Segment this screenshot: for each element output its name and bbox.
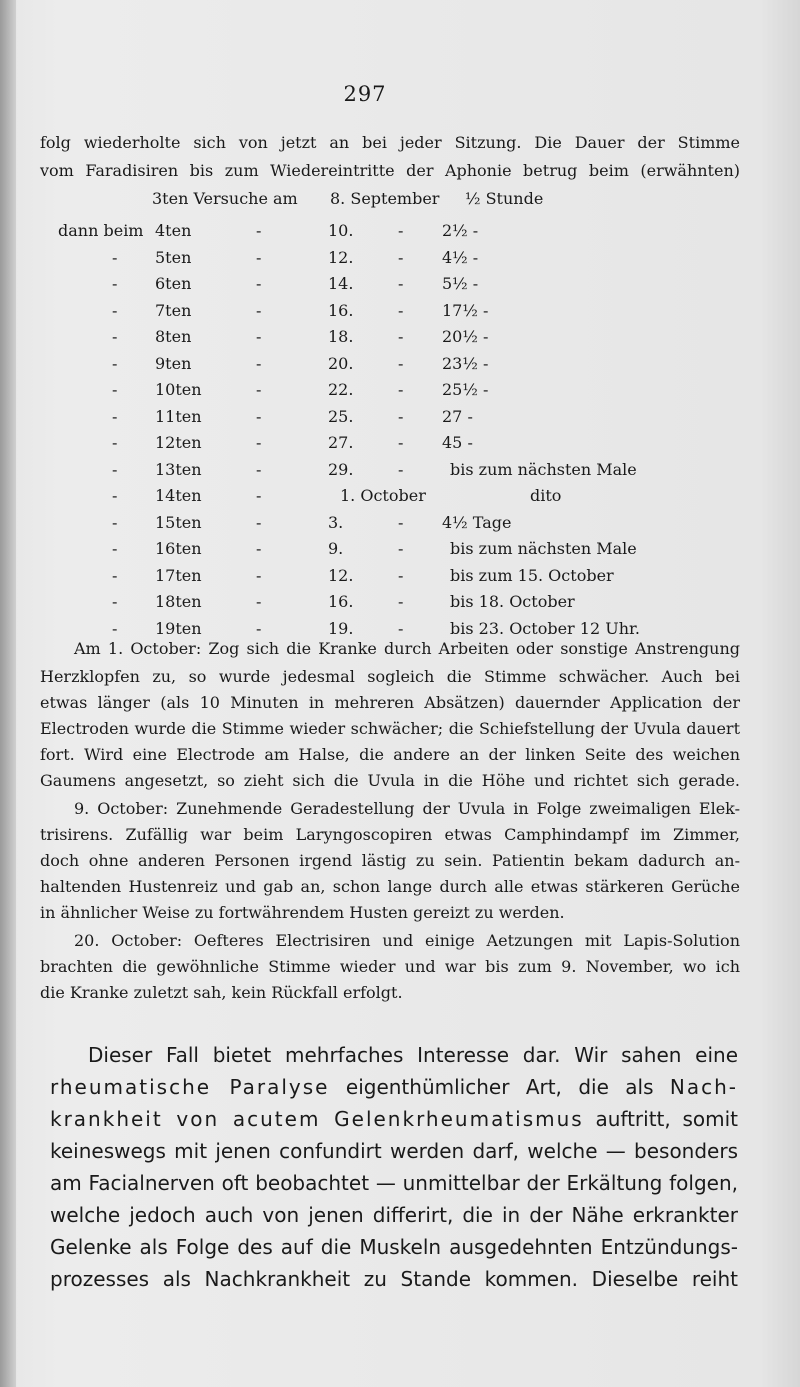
table-cell-duration: bis zum nächsten Male: [450, 460, 637, 479]
note-line: trisirens. Zufällig war beim Laryngoscopiren etwas Camphindampf im Zimmer,: [40, 825, 740, 844]
ditto-mark: -: [398, 354, 404, 373]
table-cell-date: 18.: [328, 327, 354, 346]
body-line: Gelenke als Folge des auf die Muskeln ausgedehnten Entzündungs-: [50, 1235, 738, 1259]
intro-line: vom Faradisiren bis zum Wiedereintritte der Aphonie betrug beim (erwähnten): [40, 161, 740, 180]
table-cell-duration: 17½ -: [442, 301, 489, 320]
table-cell-date: 22.: [328, 380, 354, 399]
ditto-mark: -: [256, 486, 262, 505]
ditto-mark: -: [256, 327, 262, 346]
body-emphasis: krankheit von acutem Gelenkrheumatismus: [50, 1107, 584, 1131]
ditto-mark: -: [256, 592, 262, 611]
table-cell-ordinal: 18ten: [155, 592, 202, 611]
table-cell-ordinal: 12ten: [155, 433, 202, 452]
table-cell-duration: 5½ -: [442, 274, 479, 293]
table-cell-ordinal: 4ten: [155, 221, 192, 240]
ditto-mark: -: [398, 274, 404, 293]
table-cell-date: 29.: [328, 460, 354, 479]
ditto-mark: -: [398, 513, 404, 532]
note-line: brachten die gewöhnliche Stimme wieder und war bis zum 9. November, wo ich: [40, 957, 740, 976]
table-cell-duration: 4½ -: [442, 248, 479, 267]
ditto-mark: -: [256, 407, 262, 426]
table-cell-date: 14.: [328, 274, 354, 293]
table-cell-duration: bis 18. October: [450, 592, 575, 611]
ditto-mark: -: [256, 460, 262, 479]
intro-line: folg wiederholte sich von jetzt an bei jeder Sitzung. Die Dauer der Stimme: [40, 133, 740, 152]
table-cell-date: 12.: [328, 566, 354, 585]
body-line: krankheit von acutem Gelenkrheumatismus auftritt, somit: [50, 1107, 738, 1131]
table-cell-ordinal: 19ten: [155, 619, 202, 638]
ditto-mark: -: [112, 619, 118, 638]
ditto-mark: -: [112, 592, 118, 611]
note-line: Electroden wurde die Stimme wieder schwächer; die Schiefstellung der Uvula dauert: [40, 719, 740, 738]
ditto-mark: -: [398, 619, 404, 638]
ditto-mark: -: [398, 433, 404, 452]
table-cell-duration: 20½ -: [442, 327, 489, 346]
ditto-mark: -: [256, 566, 262, 585]
note-line: die Kranke zuletzt sah, kein Rückfall erfolgt.: [40, 983, 403, 1002]
table-cell-ordinal: 6ten: [155, 274, 192, 293]
table-cell-date: 1. October: [340, 486, 426, 505]
ditto-mark: -: [256, 380, 262, 399]
note-line: Gaumens angesetzt, so zieht sich die Uvula in die Höhe und richtet sich gerade.: [40, 771, 740, 790]
table-cell-duration: 2½ -: [442, 221, 479, 240]
ditto-mark: -: [112, 513, 118, 532]
table-cell-date: 19.: [328, 619, 354, 638]
table-cell-duration: 23½ -: [442, 354, 489, 373]
note-line: Herzklopfen zu, so wurde jedesmal sogleich die Stimme schwächer. Auch bei: [40, 667, 740, 686]
ditto-mark: -: [112, 433, 118, 452]
body-line: welche jedoch auch von jenen differirt, die in der Nähe erkrankter: [50, 1203, 738, 1227]
table-cell-ordinal: 13ten: [155, 460, 202, 479]
ditto-mark: -: [256, 301, 262, 320]
ditto-mark: -: [256, 354, 262, 373]
table-cell-duration: 45 -: [442, 433, 473, 452]
table-cell-date: 10.: [328, 221, 354, 240]
ditto-mark: -: [398, 380, 404, 399]
body-line: rheumatische Paralyse eigenthümlicher Art, die als Nach-: [50, 1075, 739, 1099]
table-cell-ordinal: 10ten: [155, 380, 202, 399]
ditto-mark: -: [112, 248, 118, 267]
body-emphasis: Nach-: [669, 1075, 739, 1099]
table-header-duration: ½ Stunde: [465, 189, 544, 208]
table-cell-date: 27.: [328, 433, 354, 452]
table-cell-date: 12.: [328, 248, 354, 267]
table-cell-duration: 4½ Tage: [442, 513, 512, 532]
ditto-mark: -: [112, 354, 118, 373]
page-number: 297: [343, 82, 387, 106]
table-cell-date: 9.: [328, 539, 344, 558]
note-line: Am 1. October: Zog sich die Kranke durch Arbeiten oder sonstige Anstrengung: [74, 639, 740, 658]
table-cell-ordinal: 9ten: [155, 354, 192, 373]
table-cell-ordinal: 15ten: [155, 513, 202, 532]
ditto-mark: -: [256, 221, 262, 240]
table-header-ordinal: 3ten Versuche am: [152, 189, 298, 208]
ditto-mark: -: [398, 592, 404, 611]
ditto-mark: -: [112, 380, 118, 399]
ditto-mark: -: [398, 460, 404, 479]
body-line: am Facialnerven oft beobachtet — unmittelbar der Erkältung folgen,: [50, 1171, 738, 1195]
ditto-mark: -: [112, 274, 118, 293]
table-cell-duration: bis zum nächsten Male: [450, 539, 637, 558]
table-cell-ordinal: 8ten: [155, 327, 192, 346]
table-cell-date: 16.: [328, 592, 354, 611]
ditto-mark: -: [256, 248, 262, 267]
table-cell-ordinal: 16ten: [155, 539, 202, 558]
ditto-mark: -: [112, 327, 118, 346]
body-line: keineswegs mit jenen confundirt werden darf, welche — besonders: [50, 1139, 738, 1163]
ditto-mark: -: [398, 301, 404, 320]
ditto-mark: -: [398, 566, 404, 585]
table-cell-duration: 27 -: [442, 407, 473, 426]
ditto-mark: -: [398, 248, 404, 267]
note-line: fort. Wird eine Electrode am Halse, die andere an der linken Seite des weichen: [40, 745, 740, 764]
note-line: in ähnlicher Weise zu fortwährendem Husten gereizt zu werden.: [40, 903, 565, 922]
table-header-date: 8. September: [330, 189, 440, 208]
ditto-mark: -: [256, 539, 262, 558]
ditto-mark: -: [256, 513, 262, 532]
body-emphasis: rheumatische Paralyse: [50, 1075, 330, 1099]
note-line: etwas länger (als 10 Minuten in mehreren Absätzen) dauernder Application der: [40, 693, 740, 712]
ditto-mark: -: [256, 619, 262, 638]
table-cell-duration: bis 23. October 12 Uhr.: [450, 619, 640, 638]
table-cell-ordinal: 7ten: [155, 301, 192, 320]
ditto-mark: -: [112, 460, 118, 479]
table-cell-ordinal: 14ten: [155, 486, 202, 505]
binding-gutter: [0, 0, 16, 1387]
ditto-mark: -: [112, 301, 118, 320]
ditto-mark: -: [112, 486, 118, 505]
table-cell-duration: dito: [530, 486, 562, 505]
ditto-mark: -: [112, 407, 118, 426]
table-cell-duration: bis zum 15. October: [450, 566, 614, 585]
body-line: Dieser Fall bietet mehrfaches Interesse dar. Wir sahen eine: [88, 1043, 738, 1067]
table-cell-ordinal: 17ten: [155, 566, 202, 585]
ditto-mark: -: [112, 566, 118, 585]
ditto-mark: -: [256, 274, 262, 293]
table-cell-date: 25.: [328, 407, 354, 426]
table-cell-duration: 25½ -: [442, 380, 489, 399]
ditto-mark: -: [398, 327, 404, 346]
table-cell-date: 16.: [328, 301, 354, 320]
note-line: 9. October: Zunehmende Geradestellung der Uvula in Folge zweimaligen Elek-: [74, 799, 740, 818]
ditto-mark: -: [398, 539, 404, 558]
table-cell-date: 3.: [328, 513, 344, 532]
ditto-mark: -: [398, 407, 404, 426]
table-cell-ordinal: 11ten: [155, 407, 202, 426]
note-line: doch ohne anderen Personen irgend lästig zu sein. Patientin bekam dadurch an-: [40, 851, 740, 870]
ditto-mark: -: [398, 221, 404, 240]
table-cell-date: 20.: [328, 354, 354, 373]
body-line: prozesses als Nachkrankheit zu Stande kommen. Dieselbe reiht: [50, 1267, 738, 1291]
table-prefix: dann beim: [58, 221, 144, 240]
table-cell-ordinal: 5ten: [155, 248, 192, 267]
note-line: 20. October: Oefteres Electrisiren und einige Aetzungen mit Lapis-Solution: [74, 931, 740, 950]
note-line: haltenden Hustenreiz und gab an, schon lange durch alle etwas stärkeren Gerüche: [40, 877, 740, 896]
ditto-mark: -: [256, 433, 262, 452]
ditto-mark: -: [112, 539, 118, 558]
